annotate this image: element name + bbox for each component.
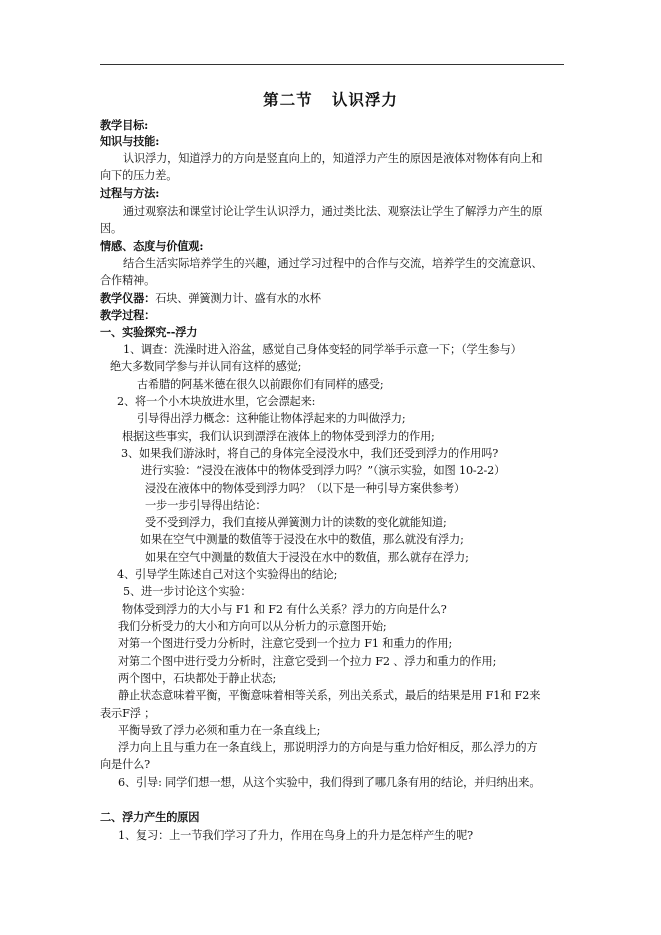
emotion-heading: 情感、态度与价值观: (100, 239, 204, 253)
section1-line: 我们分析受力的大小和方向可以从分析力的示意图开始; (118, 620, 387, 633)
section1-line: 5、进一步讨论这个实验： (123, 585, 252, 598)
section2-line-1: 1、复习：上一节我们学习了升力，作用在鸟身上的升力是怎样产生的呢? (118, 829, 473, 842)
section1-line: 两个图中，石块都处于静止状态; (118, 672, 277, 685)
section1-line: 绝大多数同学参与并认同有这样的感觉; (110, 360, 302, 373)
section1-line: 6、引导: 同学们想一想，从这个实验中，我们得到了哪几条有用的结论，并归纳出来。 (118, 776, 541, 789)
section1-line: 物体受到浮力的大小与 F1 和 F2 有什么关系？浮力的方向是什么? (122, 603, 447, 616)
process-line-1: 通过观察法和课堂讨论让学生认识浮力，通过类比法、观察法让学生了解浮力产生的原 (123, 205, 543, 218)
page-title: 第二节 认识浮力 (263, 90, 398, 109)
section1-line: 一步一步引导得出结论： (145, 499, 267, 512)
section1-line: 如果在空气中测量的数值大于浸没在水中的数值，那么就存在浮力; (145, 551, 469, 564)
knowledge-line-2: 向下的压力差。 (100, 169, 178, 182)
objectives-heading: 教学目标: (100, 118, 149, 132)
section1-line: 4、引导学生陈述自己对这个实验得出的结论; (117, 568, 338, 581)
section1-line: 古希腊的阿基米德在很久以前跟你们有同样的感受; (137, 378, 384, 391)
section1-line: 静止状态意味着平衡，平衡意味着相等关系，列出关系式，最后的结果是用 F1和 F2来 (118, 689, 541, 702)
section1-line: 1、调查：洗澡时进入浴盆，感觉自己身体变轻的同学举手示意一下；（学生参与） (123, 343, 522, 356)
emotion-line-2: 合作精神。 (100, 274, 156, 287)
section1-line: 3、如果我们游泳时，将自己的身体完全浸没水中，我们还受到浮力的作用吗? (121, 447, 499, 460)
section1-heading: 一、实验探究--浮力 (100, 325, 198, 339)
section1-line: 平衡导致了浮力必须和重力在一条直线上; (118, 724, 321, 737)
section1-line: 向是什么? (100, 758, 150, 771)
section1-line: 根据这些事实，我们认识到漂浮在液体上的物体受到浮力的作用; (122, 430, 435, 443)
equipment-line (100, 291, 321, 306)
knowledge-line-1: 认识浮力，知道浮力的方向是竖直向上的，知道浮力产生的原因是液体对物体有向上和 (123, 152, 543, 165)
section1-line: 引导得出浮力概念：这种能让物体浮起来的力叫做浮力; (137, 412, 406, 425)
section2-heading: 二、浮力产生的原因 (100, 810, 200, 824)
knowledge-heading: 知识与技能: (100, 134, 160, 148)
section1-line: 表示F浮 ； (100, 707, 156, 720)
teaching-process-label: 教学过程： (100, 308, 156, 322)
emotion-line-1: 结合生活实际培养学生的兴趣，通过学习过程中的合作与交流，培养学生的交流意识、 (123, 257, 543, 270)
section1-line: 2、将一个小木块放进水里，它会漂起来: (117, 395, 316, 408)
section1-line: 对第一个图进行受力分析时，注意它受到一个拉力 F1 和重力的作用; (118, 637, 453, 650)
header-rule (100, 64, 564, 65)
section1-line: 浮力向上且与重力在一条直线上，那说明浮力的方向是与重力恰好相反，那么浮力的方 (118, 741, 538, 754)
section1-line: 进行实验：“浸没在液体中的物体受到浮力吗？”（演示实验，如图 10-2-2） (141, 464, 506, 477)
section1-line: 如果在空气中测量的数值等于浸没在水中的数值，那么就没有浮力; (140, 533, 464, 546)
equipment-value: 石块、弹簧测力计、盛有水的水杯 (155, 292, 321, 305)
process-heading: 过程与方法: (100, 186, 160, 200)
section1-line: 浸没在液体中的物体受到浮力吗？（以下是一种引导方案供参考） (145, 482, 466, 495)
process-line-2: 因。 (100, 222, 123, 235)
equipment-label: 教学仪器： (100, 291, 156, 305)
section1-line: 对第二个图中进行受力分析时，注意它受到一个拉力 F2 、浮力和重力的作用; (118, 655, 497, 668)
section1-line: 受不受到浮力，我们直接从弹簧测力计的读数的变化就能知道; (145, 516, 447, 529)
